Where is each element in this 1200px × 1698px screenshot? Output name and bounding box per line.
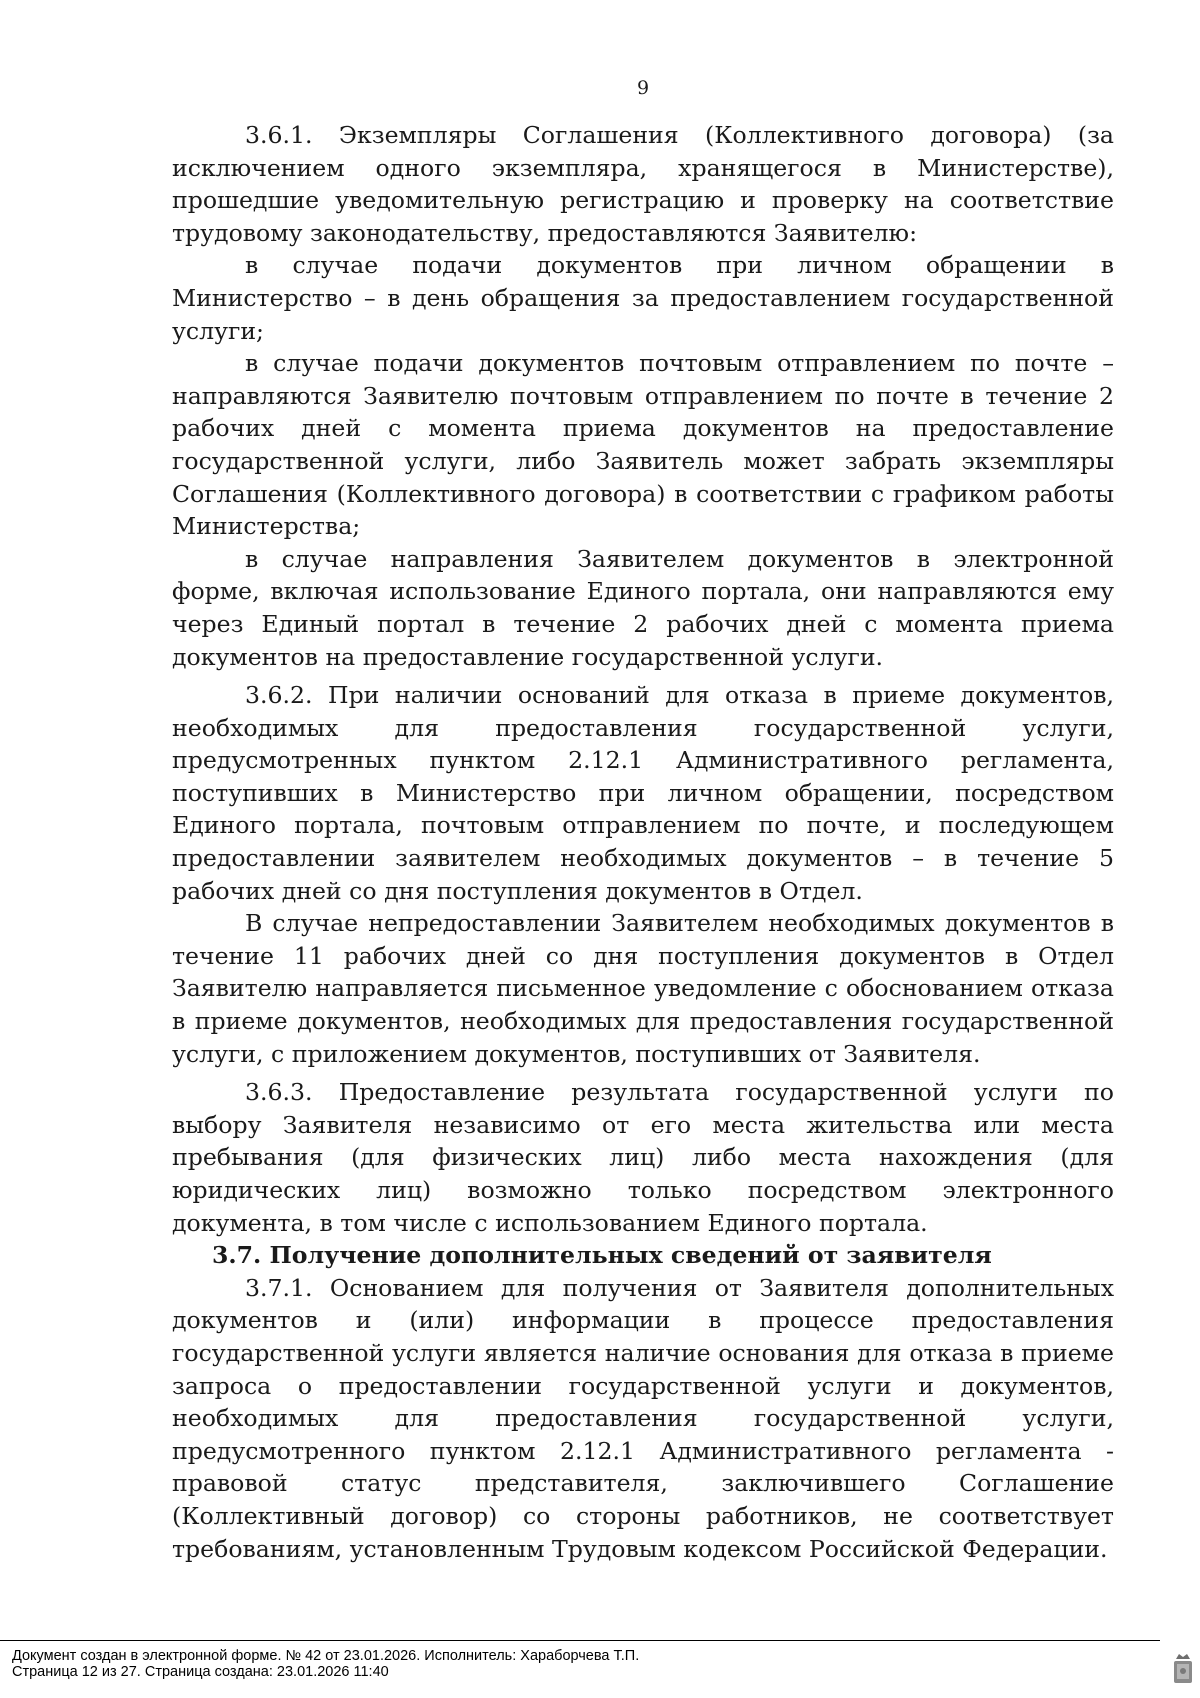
paragraph-3-7-1: 3.7.1. Основанием для получения от Заявителя дополнительных документов и (или) информации в процессе предоставления государственной услуги является наличие основания для отказа в приеме запроса о предоставлении государственной услуги и документов, необходимых для предоставления государственной услуги, предусмотренного пунктом 2.12.1 Административного регламента - правовой статус представителя, заключившего Соглашение (Коллективный договор) со стороны работников, не соответствует требованиям, установленным Трудовым кодексом Российской Федерации. — [172, 1273, 1114, 1563]
document-footer — [12, 1648, 1112, 1680]
document-body — [172, 119, 1114, 1565]
paragraph-in-person: в случае подачи документов при личном обращении в Министерство – в день обращения за предоставлением государственной услуги; — [172, 251, 1114, 345]
coat-of-arms-icon — [1172, 1651, 1194, 1685]
footer-divider — [0, 1640, 1160, 1641]
footer-document-info: Документ создан в электронной форме. № 42 от 23.01.2026. Исполнитель: Хараборчева Т.П. — [12, 1648, 640, 1664]
paragraph-3-6-2: 3.6.2. При наличии оснований для отказа в приеме документов, необходимых для предоставления государственной услуги, предусмотренных пунктом 2.12.1 Административного регламента, поступивших в Министерство при личном обращении, посредством Единого портала, почтовым отправлением по почте, и последующем предоставлении заявителем необходимых документов – в течение 5 рабочих дней со дня поступления документов в Отдел. — [172, 681, 1114, 905]
paragraph-3-6-3: 3.6.3. Предоставление результата государственной услуги по выбору Заявителя независимо от его места жительства или места пребывания (для физических лиц) либо места нахождения (для юридических лиц) возможно только посредством электронного документа, в том числе с использованием Единого портала. — [172, 1078, 1114, 1237]
page-number: 9 — [636, 77, 650, 99]
footer-page-info: Страница 12 из 27. Страница создана: 23.01.2026 11:40 — [12, 1664, 389, 1680]
paragraph-3-6-1: 3.6.1. Экземпляры Соглашения (Коллективного договора) (за исключением одного экземпляра, хранящегося в Министерстве), прошедшие уведомительную регистрацию и проверку на соответствие трудовому законодательству, предоставляются Заявителю: — [172, 121, 1114, 247]
paragraph-non-submission: В случае непредоставлении Заявителем необходимых документов в течение 11 рабочих дней со дня поступления документов в Отдел Заявителю направляется письменное уведомление с обоснованием отказа в приеме документов, необходимых для предоставления государственной услуги, с приложением документов, поступивших от Заявителя. — [172, 909, 1114, 1068]
section-heading-3-7: 3.7. Получение дополнительных сведений от заявителя — [212, 1241, 992, 1270]
paragraph-electronic: в случае направления Заявителем документов в электронной форме, включая использование Единого портала, они направляются ему через Единый портал в течение 2 рабочих дней с момента приема документов на предоставление государственной услуги. — [172, 544, 1114, 671]
paragraph-by-mail: в случае подачи документов почтовым отправлением по почте – направляются Заявителю почтовым отправлением по почте в течение 2 рабочих дней с момента приема документов на предоставление государственной услуги, либо Заявитель может забрать экземпляры Соглашения (Коллективного договора) в соответствии с графиком работы Министерства; — [172, 349, 1114, 541]
